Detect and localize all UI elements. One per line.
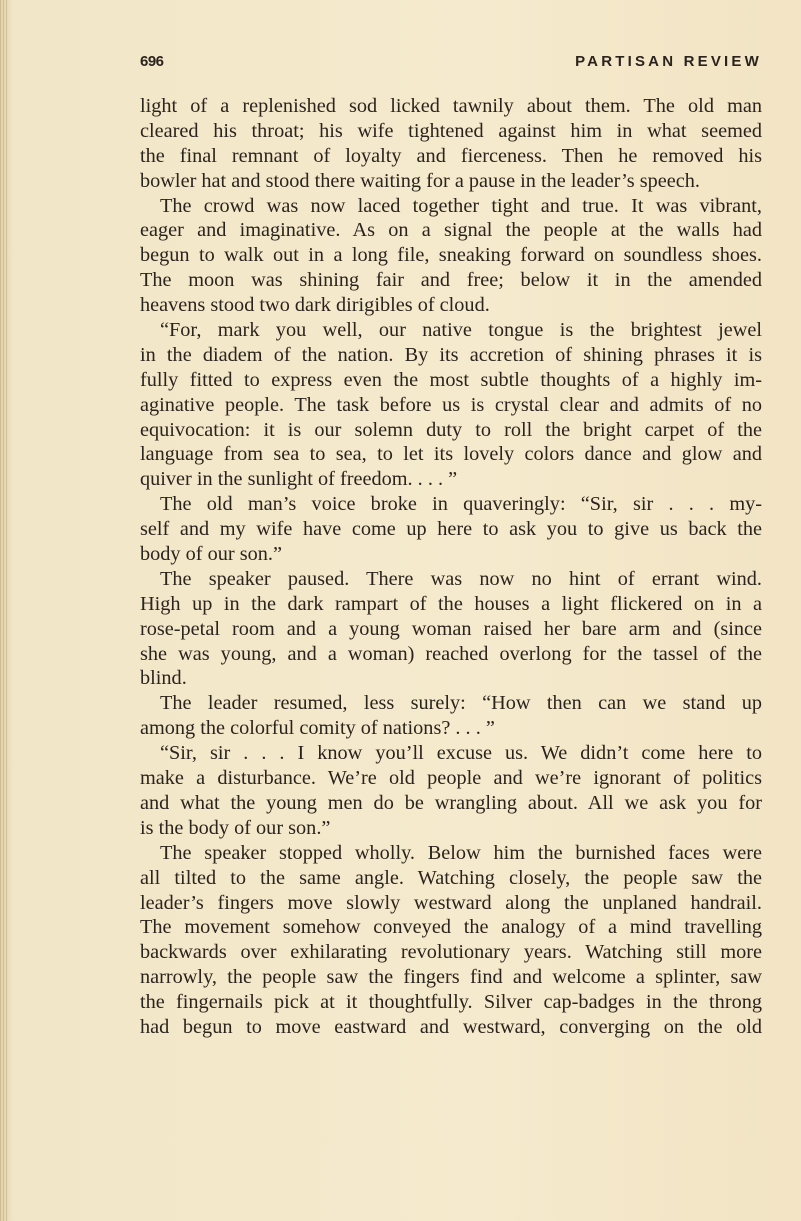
page-number: 696 [140, 53, 164, 70]
text-line: backwards over exhilarating revolutionary years. Watching still more [140, 941, 762, 964]
text-line: leader’s fingers move slowly westward along the unplaned handrail. [140, 891, 762, 914]
text-line: bowler hat and stood there waiting for a pause in the leader’s speech. [140, 169, 700, 192]
text-line: had begun to move eastward and westward, converging on the old [140, 1015, 762, 1038]
text-line: The moon was shining fair and free; below it in the amended [140, 269, 762, 292]
text-line: heavens stood two dark dirigibles of cloud. [140, 294, 490, 317]
text-line: and what the young men do be wrangling about. All we ask you for [140, 791, 762, 814]
text-line: eager and imaginative. As on a signal the people at the walls had [140, 219, 762, 242]
text-line: language from sea to sea, to let its lovely colors dance and glow and [140, 443, 762, 466]
text-line: narrowly, the people saw the fingers find and welcome a splinter, saw [140, 966, 762, 989]
text-line: aginative people. The task before us is crystal clear and admits of no [140, 393, 762, 416]
text-line: The movement somehow conveyed the analogy of a mind travelling [140, 916, 762, 939]
book-binding-edge [0, 0, 8, 1221]
text-line: The leader resumed, less surely: “How then can we stand up [160, 692, 762, 715]
text-line: self and my wife have come up here to ask you to give us back the [140, 518, 762, 541]
paragraph [140, 492, 762, 567]
text-line: body of our son.” [140, 543, 282, 566]
journal-title: PARTISAN REVIEW [575, 53, 762, 70]
text-line: cleared his throat; his wife tightened against him in what seemed [140, 119, 762, 142]
paragraph [140, 94, 762, 194]
body-text [140, 94, 762, 1040]
text-line: equivocation: it is our solemn duty to roll the bright carpet of the [140, 418, 762, 441]
running-header [140, 53, 762, 77]
text-line: among the colorful comity of nations? . . . ” [140, 717, 495, 740]
text-line: “Sir, sir . . . I know you’ll excuse us. We didn’t come here to [160, 742, 762, 765]
text-line: The speaker stopped wholly. Below him the burnished faces were [160, 841, 762, 864]
text-line: the fingernails pick at it thoughtfully. Silver cap-badges in the throng [140, 991, 762, 1014]
paragraph [140, 318, 762, 492]
paragraph [140, 841, 762, 1040]
text-line: “For, mark you well, our native tongue is the brightest jewel [160, 319, 762, 342]
text-line: light of a replenished sod licked tawnily about them. The old man [140, 95, 762, 117]
text-line: quiver in the sunlight of freedom. . . . ” [140, 468, 458, 491]
text-line: rose-petal room and a young woman raised her bare arm and (since [140, 617, 762, 640]
text-line: all tilted to the same angle. Watching closely, the people saw the [140, 866, 762, 889]
paragraph [140, 741, 762, 841]
text-line: in the diadem of the nation. By its accretion of shining phrases it is [140, 343, 762, 366]
text-line: blind. [140, 667, 187, 690]
text-line: The speaker paused. There was now no hint of errant wind. [160, 567, 762, 590]
text-line: fully fitted to express even the most subtle thoughts of a highly im- [140, 368, 762, 391]
paragraph [140, 691, 762, 741]
text-line: the final remnant of loyalty and fierceness. Then he removed his [140, 144, 762, 167]
text-line: make a disturbance. We’re old people and we’re ignorant of politics [140, 767, 762, 790]
paragraph [140, 567, 762, 691]
text-line: is the body of our son.” [140, 816, 331, 839]
text-line: The old man’s voice broke in quaveringly: “Sir, sir . . . my- [160, 493, 762, 516]
text-line: begun to walk out in a long file, sneaking forward on soundless shoes. [140, 244, 762, 267]
text-line: The crowd was now laced together tight and true. It was vibrant, [160, 194, 762, 217]
paragraph [140, 194, 762, 318]
text-line: she was young, and a woman) reached overlong for the tassel of the [140, 642, 762, 665]
text-line: High up in the dark rampart of the houses a light flickered on in a [140, 592, 762, 615]
